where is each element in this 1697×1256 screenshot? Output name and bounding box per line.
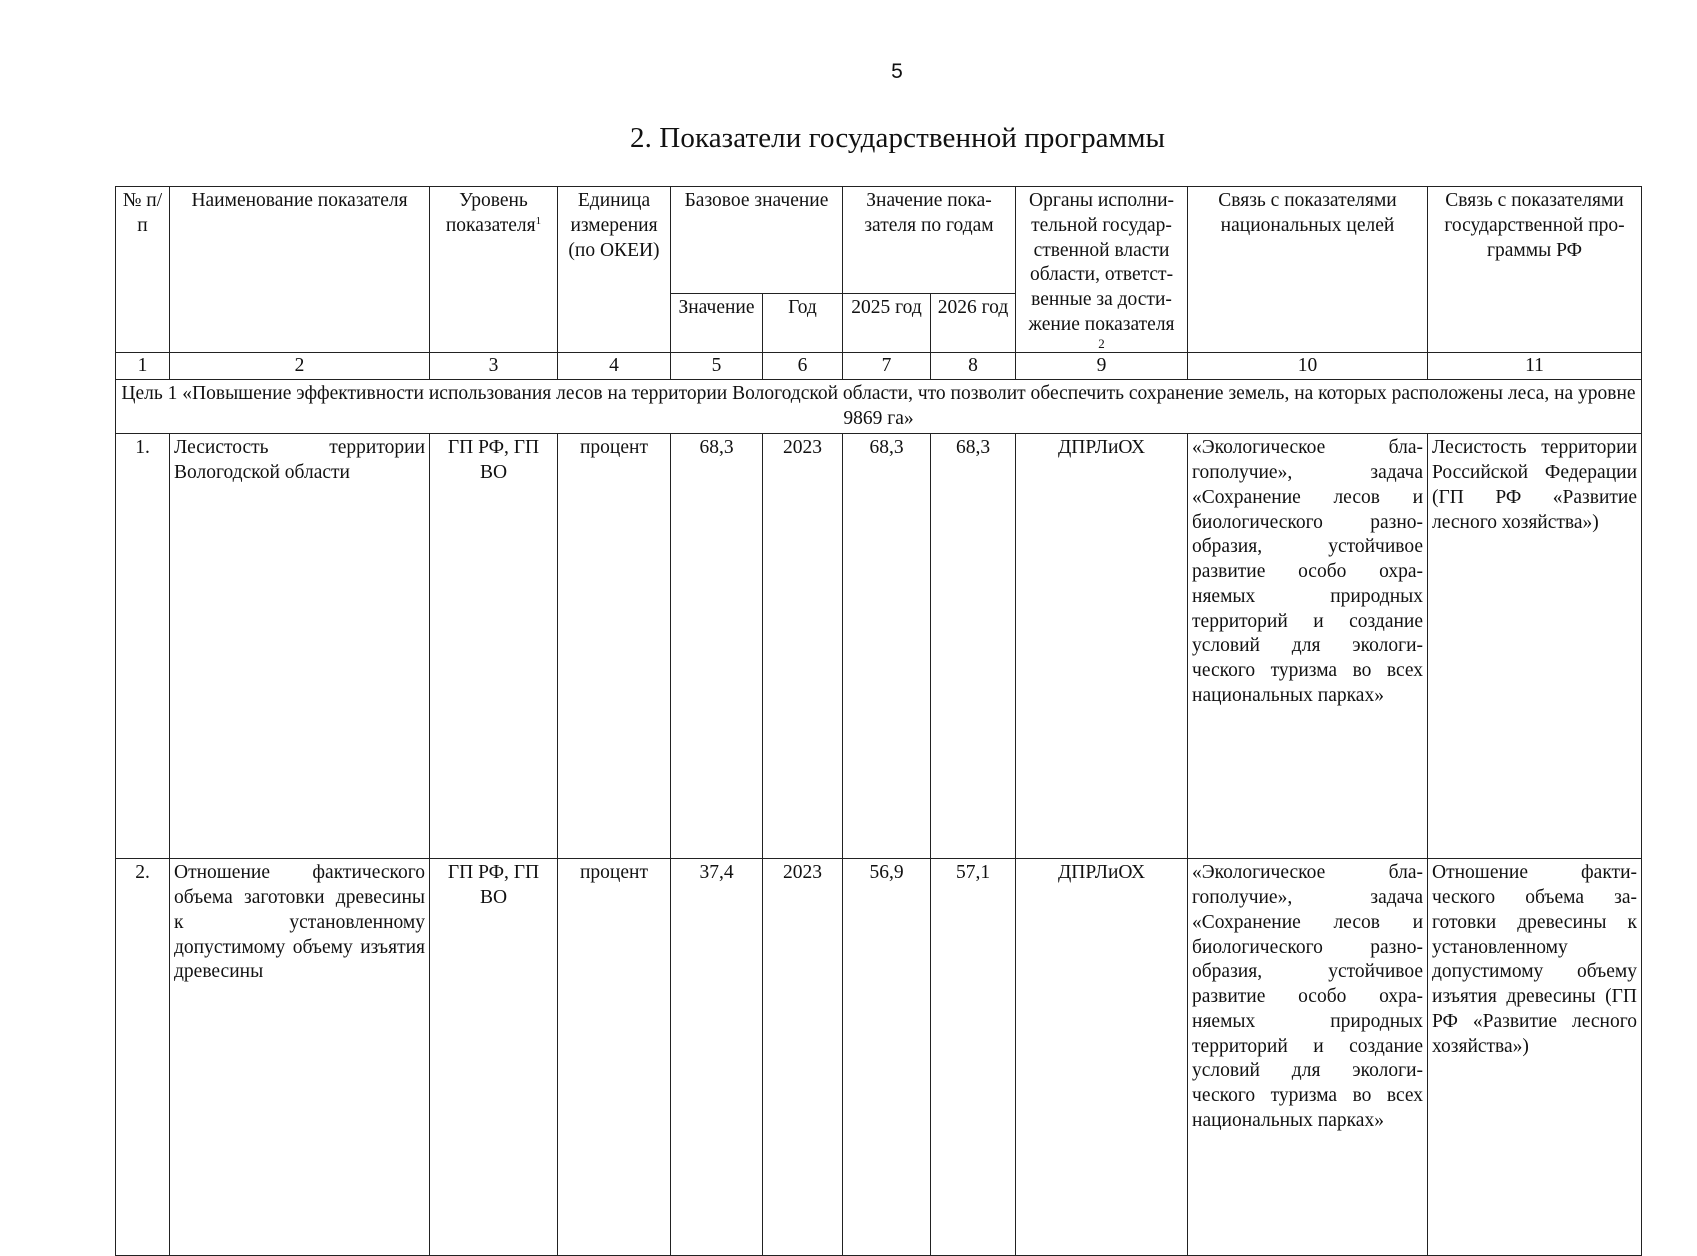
indicator-unit: процент xyxy=(558,434,671,859)
national-goal-link: «Экологическое благополучие», задача «Сохранение лесов и биологического разнообразия, устойчивое развитие особо охраняемых природных территорий и создание условий для экологического туризма во всех национальных парках» xyxy=(1188,434,1428,859)
column-number: 4 xyxy=(558,352,671,379)
section-title: 2. Показатели государственной программы xyxy=(630,122,1166,154)
indicator-name: Отношение фактического объема заготовки древесины к установленному допустимому объему изъятия древесины xyxy=(170,859,430,1256)
value-2026: 57,1 xyxy=(931,859,1016,1256)
header-values-by-year: Значение показателя по годам xyxy=(843,187,1016,294)
column-number: 10 xyxy=(1188,352,1428,379)
header-base-value: Значение xyxy=(671,294,763,352)
column-number: 7 xyxy=(843,352,931,379)
header-year-2025: 2025 год xyxy=(843,294,931,352)
base-value: 37,4 xyxy=(671,859,763,1256)
column-number: 1 xyxy=(116,352,170,379)
rf-program-link: Отношение фактического объема заготовки древесины к установленному допустимому объему изъятия древесины (ГП РФ «Развитие лесного хозяйства») xyxy=(1428,859,1642,1256)
header-organs-text: Органы исполнительной государственной власти области, ответственные за достижение показателя xyxy=(1028,190,1175,335)
column-number: 11 xyxy=(1428,352,1642,379)
header-national-goals: Связь с показателями национальных целей xyxy=(1188,187,1428,353)
national-goal-link: «Экологическое благополучие», задача «Сохранение лесов и биологического разнообразия, устойчивое развитие особо охраняемых природных территорий и создание условий для экологического туризма во всех национальных парках» xyxy=(1188,859,1428,1256)
base-year: 2023 xyxy=(763,434,843,859)
value-2025: 68,3 xyxy=(843,434,931,859)
header-level xyxy=(430,187,558,353)
table-row xyxy=(116,859,1642,1256)
indicators-table xyxy=(115,186,1642,1256)
header-num: № п/п xyxy=(116,187,170,353)
header-name: Наименование показателя xyxy=(170,187,430,353)
value-2026: 68,3 xyxy=(931,434,1016,859)
value-2025: 56,9 xyxy=(843,859,931,1256)
responsible-organ: ДПРЛиОХ xyxy=(1016,434,1188,859)
footnote-marker-1: 1 xyxy=(535,214,542,227)
row-num: 2. xyxy=(116,859,170,1256)
header-base: Базовое значение xyxy=(671,187,843,294)
footnote-marker-2: 2 xyxy=(1098,335,1105,351)
base-year: 2023 xyxy=(763,859,843,1256)
row-num: 1. xyxy=(116,434,170,859)
page-number: 5 xyxy=(891,60,903,83)
header-year-2026: 2026 год xyxy=(931,294,1016,352)
column-number: 8 xyxy=(931,352,1016,379)
table-row xyxy=(116,434,1642,859)
header-base-year: Год xyxy=(763,294,843,352)
goal-text: Цель 1 «Повышение эффективности использования лесов на территории Вологодской области, что позволит обеспечить сохранение земель, на которых расположены леса, на уровне 9869 га» xyxy=(116,379,1642,434)
indicator-unit: процент xyxy=(558,859,671,1256)
responsible-organ: ДПРЛиОХ xyxy=(1016,859,1188,1256)
indicator-name: Лесистость территории Вологодской области xyxy=(170,434,430,859)
header-unit: Единица измерения (по ОКЕИ) xyxy=(558,187,671,353)
column-number: 9 xyxy=(1016,352,1188,379)
goal-row xyxy=(116,379,1642,434)
header-row-1 xyxy=(116,187,1642,294)
header-organs xyxy=(1016,187,1188,353)
indicator-level: ГП РФ, ГП ВО xyxy=(430,859,558,1256)
column-number: 3 xyxy=(430,352,558,379)
column-number: 6 xyxy=(763,352,843,379)
header-level-text: Уровень показателя xyxy=(445,190,536,236)
indicator-level: ГП РФ, ГП ВО xyxy=(430,434,558,859)
rf-program-link: Лесистость территории Российской Федерации (ГП РФ «Развитие лесного хозяйства») xyxy=(1428,434,1642,859)
base-value: 68,3 xyxy=(671,434,763,859)
column-number: 5 xyxy=(671,352,763,379)
column-number: 2 xyxy=(170,352,430,379)
header-rf-program: Связь с показателями государственной программы РФ xyxy=(1428,187,1642,353)
column-numbers-row xyxy=(116,352,1642,379)
